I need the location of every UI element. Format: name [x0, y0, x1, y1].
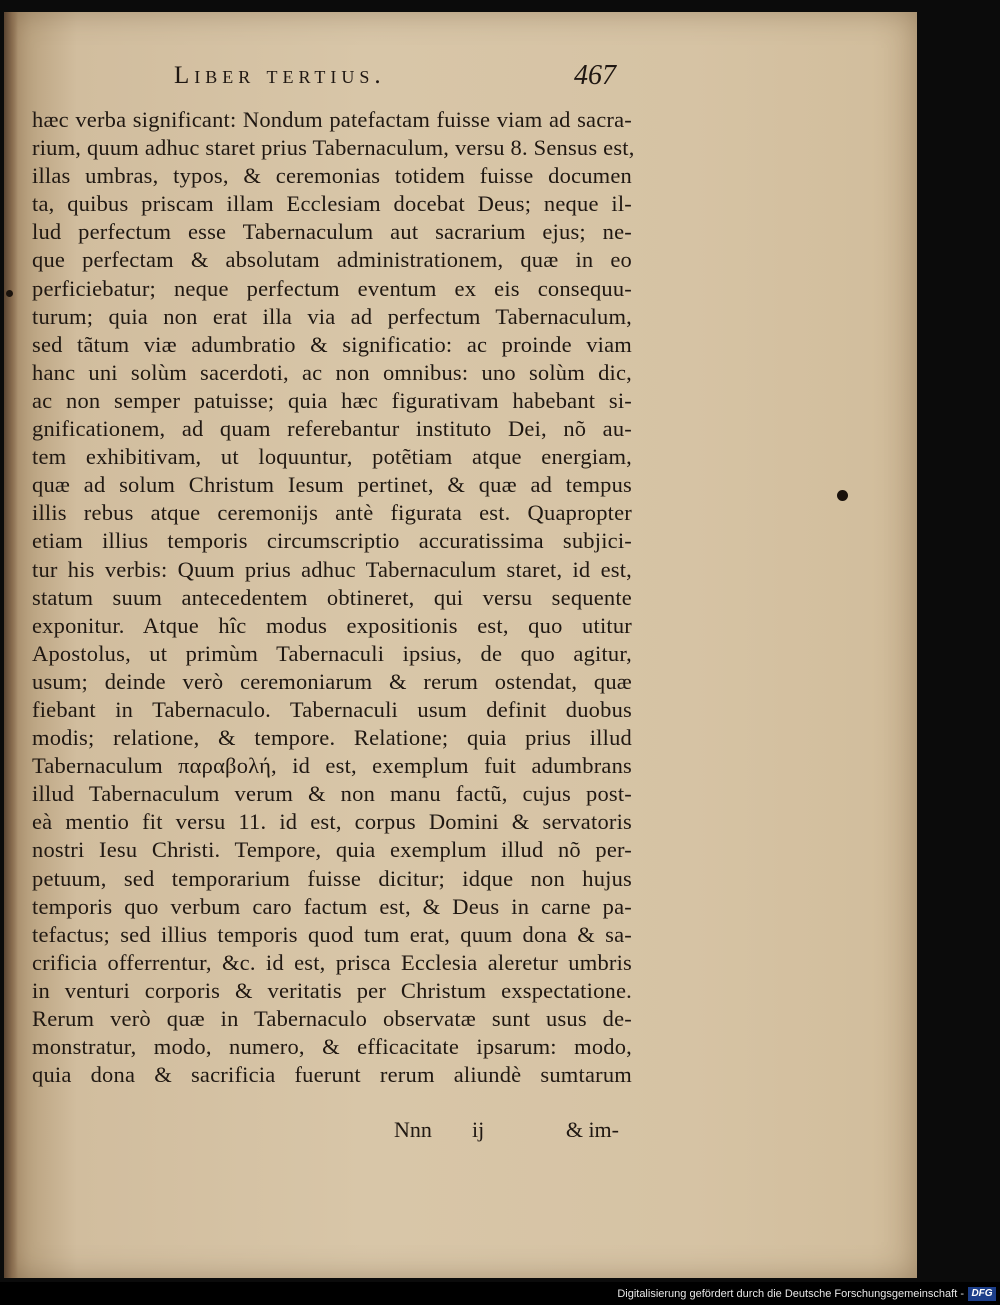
- text-line: quia dona & sacrificia fuerunt rerum aliundè sumtarum: [32, 1062, 632, 1088]
- text-line: rium, quum adhuc staret prius Tabernaculum, versu 8. Sensus est,: [32, 135, 635, 161]
- text-body: [32, 106, 635, 1089]
- text-line: lud perfectum esse Tabernaculum aut sacrarium ejus; ne-: [32, 219, 632, 245]
- text-line: illud Tabernaculum verum & non manu factũ, cujus post-: [32, 781, 632, 807]
- signature-mark: Nnn: [394, 1117, 432, 1142]
- text-line: turum; quia non erat illa via ad perfectum Tabernaculum,: [32, 303, 632, 329]
- text-line: petuum, sed temporarium fuisse dicitur; idque non hujus: [32, 865, 632, 891]
- text-line: tur his verbis: Quum prius adhuc Tabernaculum staret, id est,: [32, 556, 632, 582]
- text-line: in venturi corporis & veritatis per Christum exspectatione.: [32, 977, 632, 1003]
- text-line: crificia offerrentur, &c. id est, prisca Ecclesia aleretur umbris: [32, 949, 632, 975]
- page-gutter-shadow: [4, 12, 18, 1278]
- ink-spot: [837, 490, 848, 501]
- text-line: tefactus; sed illius temporis quod tum erat, quum dona & sa-: [32, 921, 632, 947]
- dfg-logo: DFG: [968, 1287, 996, 1301]
- text-line: etiam illius temporis circumscriptio accuratissima subjici-: [32, 528, 632, 554]
- text-line: illas umbras, typos, & ceremonias totidem fuisse documen: [32, 163, 632, 189]
- text-line: Rerum verò quæ in Tabernaculo observatæ sunt usus de-: [32, 1006, 632, 1031]
- sheet-number: ij: [472, 1117, 485, 1142]
- text-line: tem exhibitivam, ut loquuntur, potẽtiam atque energiam,: [32, 444, 632, 470]
- text-line: temporis quo verbum caro factum est, & Deus in carne pa-: [32, 893, 632, 919]
- catchword: & im-: [565, 1117, 619, 1142]
- text-line: Apostolus, ut primùm Tabernaculi ipsius, de quo agitur,: [32, 640, 632, 666]
- text-line: ta, quibus priscam illam Ecclesiam docebat Deus; neque il-: [32, 191, 632, 217]
- text-line: modis; relatione, & tempore. Relatione; quia prius illud: [32, 725, 632, 751]
- text-line: quæ ad solum Christum Iesum pertinet, & quæ ad tempus: [32, 472, 632, 498]
- text-line: exponitur. Atque hîc modus expositionis est, quo utitur: [32, 612, 632, 638]
- running-head: [4, 60, 917, 100]
- text-line: que perfectam & absolutam administrationem, quæ in eo: [32, 247, 632, 273]
- text-line: eà mentio fit versu 11. id est, corpus Domini & servatoris: [32, 809, 632, 835]
- text-line: Tabernaculum παραβολή, id est, exemplum fuit adumbrans: [32, 753, 632, 779]
- text-line: statum suum antecedentem obtineret, qui versu sequente: [32, 584, 632, 610]
- catchline: [394, 1117, 619, 1147]
- text-line: gnificationem, ad quam referebantur instituto Dei, nõ au-: [32, 416, 632, 442]
- book-page: [4, 12, 917, 1278]
- text-line: hæc verba significant: Nondum patefactam fuisse viam ad sacra-: [32, 107, 632, 132]
- text-line: usum; deinde verò ceremoniarum & rerum ostendat, quæ: [32, 668, 632, 694]
- text-line: illis rebus atque ceremonijs antè figurata est. Quapropter: [32, 500, 632, 526]
- running-title: Liber tertius.: [174, 62, 386, 89]
- digitization-credit: Digitalisierung gefördert durch die Deutsche Forschungsgemeinschaft -: [617, 1288, 964, 1300]
- text-line: perficiebatur; neque perfectum eventum ex eis consequu-: [32, 275, 632, 301]
- text-line: sed tãtum viæ adumbratio & significatio: ac proinde viam: [32, 331, 632, 357]
- text-line: ac non semper patuisse; quia hæc figurativam habebant si-: [32, 387, 632, 413]
- ink-spot: [6, 290, 13, 297]
- text-line: nostri Iesu Christi. Tempore, quia exemplum illud nõ per-: [32, 837, 632, 863]
- page-number: 467: [574, 60, 616, 91]
- text-line: hanc uni solùm sacerdoti, ac non omnibus: uno solùm dic,: [32, 359, 632, 385]
- text-line: fiebant in Tabernaculo. Tabernaculi usum definit duobus: [32, 696, 632, 722]
- text-line: monstratur, modo, numero, & efficacitate ipsarum: modo,: [32, 1034, 632, 1060]
